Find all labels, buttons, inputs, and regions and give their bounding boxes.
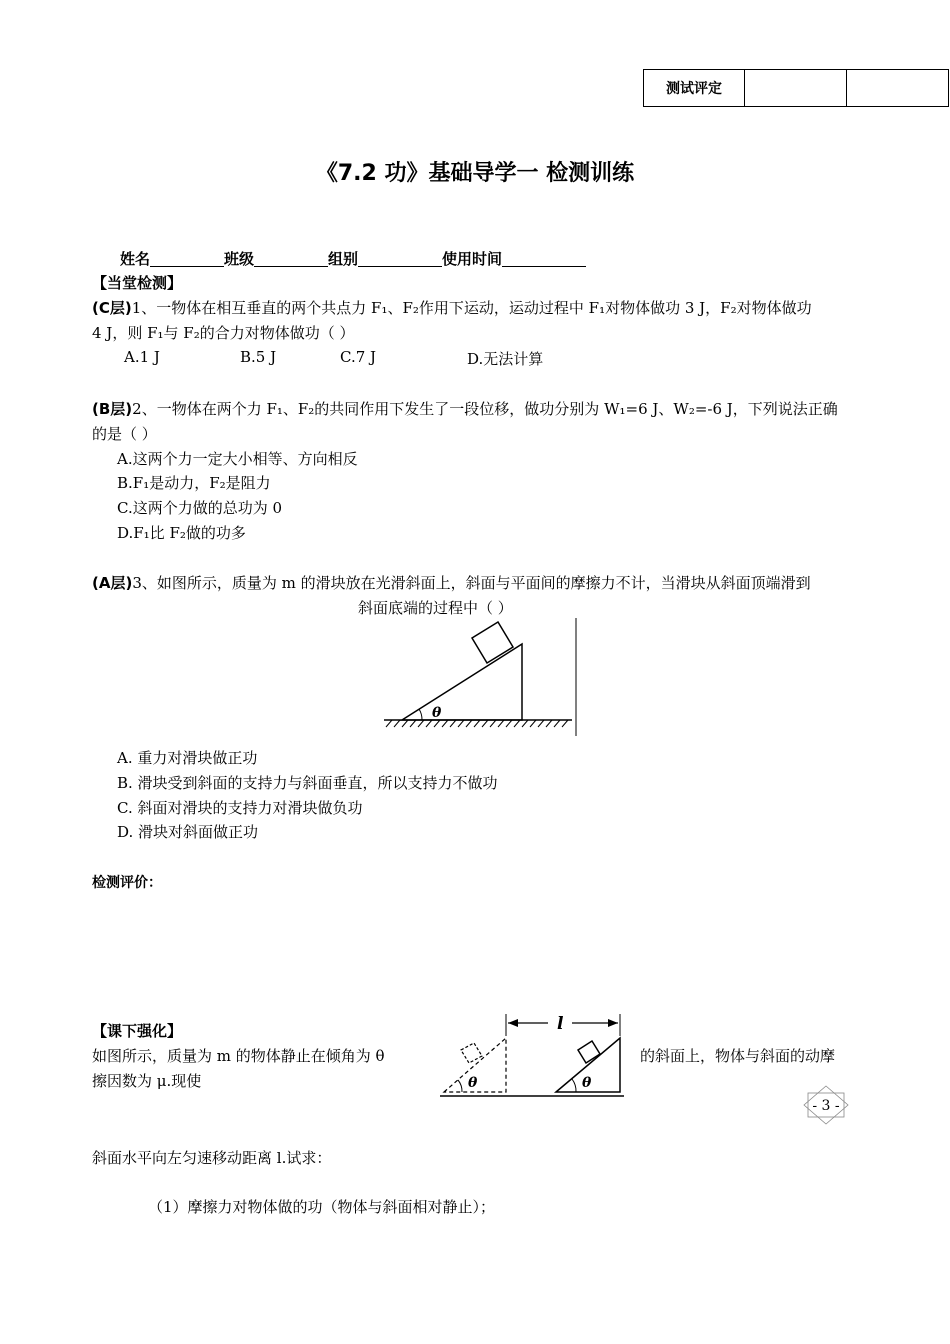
question-3-option-c: C. 斜面对滑块的支持力对滑块做负功 [117, 799, 363, 817]
question-3-line-1 [92, 572, 811, 593]
question-2-option-a: A.这两个力一定大小相等、方向相反 [117, 450, 358, 468]
section-header-in-class: 【当堂检测】 [92, 274, 183, 292]
evaluation-box-cell [745, 70, 847, 107]
evaluation-box [643, 69, 949, 107]
question-1-level: (C层) [92, 299, 132, 317]
incline-figure [380, 616, 580, 738]
angle-arc [419, 709, 422, 720]
question-1-line-2: 4 J，则 F₁与 F₂的合力对物体做功（ ） [92, 324, 355, 342]
class-label: 班级 [224, 250, 255, 268]
class-blank[interactable] [254, 250, 328, 267]
question-3-option-d: D. 滑块对斜面做正功 [117, 823, 259, 841]
evaluation-box-label: 测试评定 [644, 70, 745, 107]
group-blank[interactable] [358, 250, 442, 267]
group-label: 组别 [328, 250, 359, 268]
evaluation-box-cell [847, 70, 949, 107]
page-number-badge [800, 1084, 852, 1126]
question-3-level: (A层) [92, 574, 133, 592]
question-3-option-b: B. 滑块受到斜面的支持力与斜面垂直，所以支持力不做功 [117, 774, 498, 792]
question-1-option-a: A.1 J [124, 348, 160, 366]
final-theta-label: θ [582, 1075, 592, 1091]
question-1-line-1 [92, 297, 812, 318]
sub-question-1: （1）摩擦力对物体做的功（物体与斜面相对静止）； [148, 1198, 496, 1216]
question-2-text: 2、一物体在两个力 F₁、F₂的共同作用下发生了一段位移，做功分别为 W₁=6 J、W₂=-6 J，下列说法正确 [132, 400, 838, 418]
question-2-option-d: D.F₁比 F₂做的功多 [117, 524, 246, 542]
question-3-line-2: 斜面底端的过程中（ ） [358, 599, 513, 617]
problem-line-2: 擦因数为 μ.现使 [92, 1072, 202, 1090]
question-3-text: 3、如图所示，质量为 m 的滑块放在光滑斜面上，斜面与平面间的摩擦力不计，当滑块从斜面顶端滑到 [132, 574, 811, 592]
problem-line-1-left: 如图所示，质量为 m 的物体静止在倾角为 θ [92, 1047, 385, 1065]
question-1-option-b: B.5 J [240, 348, 277, 366]
question-2-level: (B层) [92, 400, 133, 418]
page-number: - 3 - [812, 1098, 840, 1114]
sliding-block [472, 622, 513, 663]
section-header-after-class: 【课下强化】 [92, 1022, 183, 1040]
question-1-option-d: D.无法计算 [467, 350, 544, 368]
question-2-option-c: C.这两个力做的总功为 0 [117, 499, 283, 517]
final-block [578, 1041, 600, 1063]
displacement-figure [436, 1008, 628, 1100]
question-1-option-c: C.7 J [340, 348, 377, 366]
question-1-text: 1、一物体在相互垂直的两个共点力 F₁、F₂作用下运动，运动过程中 F₁对物体做功 3 J，F₂对物体做功 [131, 299, 812, 317]
question-2-option-b: B.F₁是动力，F₂是阻力 [117, 474, 271, 492]
time-blank[interactable] [502, 250, 586, 267]
name-label: 姓名 [120, 250, 151, 268]
final-angle-arc [572, 1079, 576, 1092]
name-blank[interactable] [150, 250, 224, 267]
initial-theta-label: θ [468, 1075, 478, 1091]
problem-line-1-right: 的斜面上，物体与斜面的动摩 [640, 1047, 836, 1065]
time-label: 使用时间 [442, 250, 503, 268]
student-info-line [120, 248, 586, 269]
arrow-head-left [508, 1019, 518, 1027]
initial-block-dashed [461, 1043, 482, 1063]
problem-line-3: 斜面水平向左匀速移动距离 l.试求： [92, 1149, 332, 1167]
question-3-option-a: A. 重力对滑块做正功 [117, 749, 258, 767]
incline-wedge [402, 644, 522, 720]
evaluation-label: 检测评价： [92, 875, 162, 891]
question-2-line-1 [92, 398, 838, 419]
ground-hatching [386, 720, 568, 727]
angle-theta-label: θ [432, 705, 442, 721]
initial-angle-arc [458, 1080, 462, 1092]
arrow-head-right [608, 1019, 618, 1027]
page-title: 《7.2 功》基础导学一 检测训练 [315, 161, 635, 186]
question-2-line-2: 的是（ ） [92, 425, 157, 443]
length-label: l [557, 1014, 564, 1034]
